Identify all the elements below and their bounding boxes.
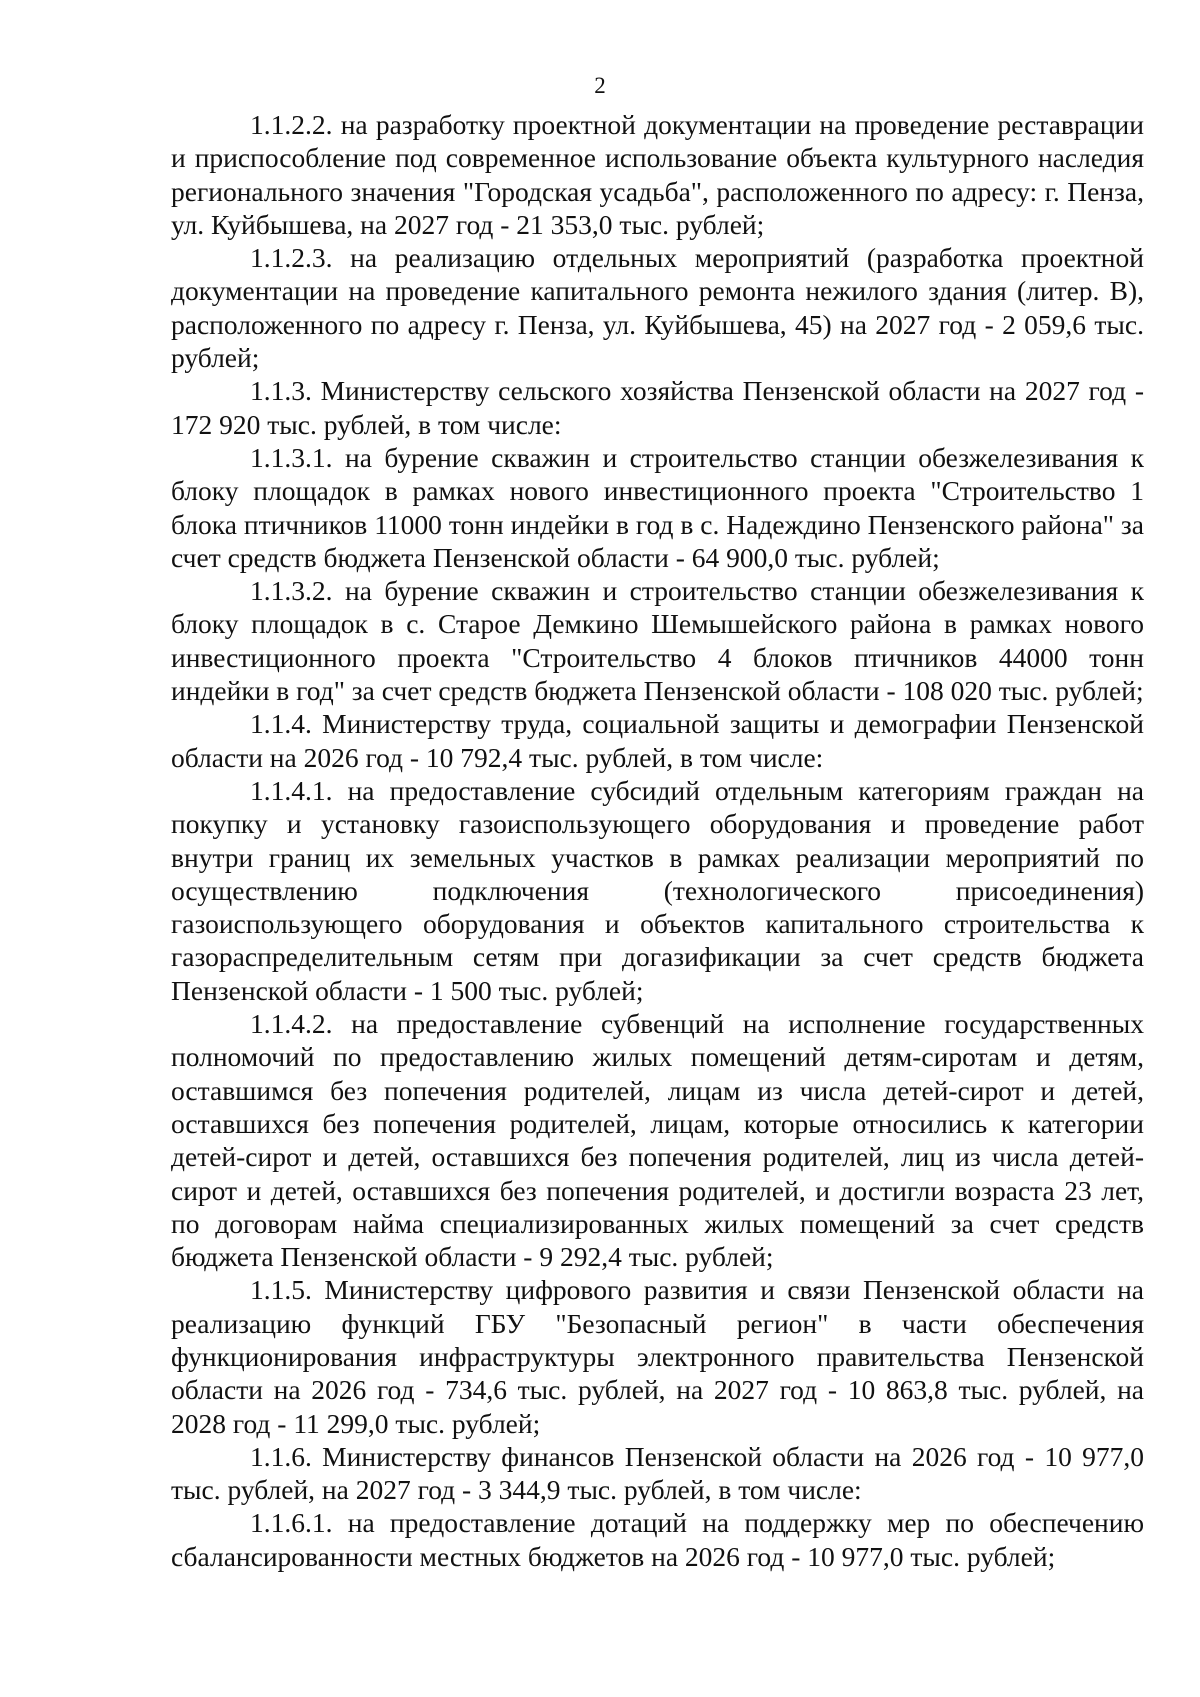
paragraph-1-1-4: 1.1.4. Министерству труда, социальной защиты и демографии Пензенской области на 2026 год - 10 792,4 тыс. рублей, в том числе: (171, 708, 1144, 773)
document-body (171, 108, 1144, 1573)
paragraph-1-1-2-2: 1.1.2.2. на разработку проектной документации на проведение реставрации и приспособление под современное использование объекта культурного наследия регионального значения "Городская усадьба", расположенного по адресу: г. Пенза, ул. Куйбышева, на 2027 год - 21 353,0 тыс. рублей; (171, 109, 1144, 240)
paragraph-1-1-4-1: 1.1.4.1. на предоставление субсидий отдельным категориям граждан на покупку и установку газоиспользующего оборудования и проведение работ внутри границ их земельных участков в рамках реализации мероприятий по осуществлению подключения (технологического присоединения) газоиспользующего оборудования и объектов капитального строительства к газораспределительным сетям при догазификации за счет средств бюджета Пензенской области - 1 500 тыс. рублей; (171, 774, 1144, 1006)
page-number: 2 (594, 73, 606, 98)
paragraph-1-1-3-1: 1.1.3.1. на бурение скважин и строительство станции обезжелезивания к блоку площадок в рамках нового инвестиционного проекта "Строительство 1 блока птичников 11000 тонн индейки в год в с. Надеждино Пензенского района" за счет средств бюджета Пензенской области - 64 900,0 тыс. рублей; (171, 441, 1144, 573)
paragraph-1-1-6: 1.1.6. Министерству финансов Пензенской области на 2026 год - 10 977,0 тыс. рублей, на 2027 год - 3 344,9 тыс. рублей, в том числе: (171, 1440, 1144, 1506)
paragraph-1-1-3: 1.1.3. Министерству сельского хозяйства Пензенской области на 2027 год - 172 920 тыс. рублей, в том числе: (171, 375, 1144, 440)
paragraph-1-1-6-1: 1.1.6.1. на предоставление дотаций на поддержку мер по обеспечению сбалансированности местных бюджетов на 2026 год - 10 977,0 тыс. рублей; (171, 1507, 1144, 1572)
paragraph-1-1-3-2: 1.1.3.2. на бурение скважин и строительство станции обезжелезивания к блоку площадок в с. Старое Демкино Шемышейского района в рамках нового инвестиционного проекта "Строительство 4 блоков птичников 44000 тонн индейки в год" за счет средств бюджета Пензенской области - 108 020 тыс. рублей; (171, 575, 1144, 707)
paragraph-1-1-2-3: 1.1.2.3. на реализацию отдельных мероприятий (разработка проектной документации на проведение капитального ремонта нежилого здания (литер. В), расположенного по адресу г. Пенза, ул. Куйбышева, 45) на 2027 год - 2 059,6 тыс. рублей; (171, 242, 1144, 374)
paragraph-1-1-4-2: 1.1.4.2. на предоставление субвенций на исполнение государственных полномочий по предоставлению жилых помещений детям-сиротам и детям, оставшимся без попечения родителей, лицам из числа детей-сирот и детей, оставшихся без попечения родителей, лицам, которые относились к категории детей-сирот и детей, оставшихся без попечения родителей, лиц из числа детей-сирот и детей, оставшихся без попечения родителей, и достигли возраста 23 лет, по договорам найма специализированных жилых помещений за счет средств бюджета Пензенской области - 9 292,4 тыс. рублей; (171, 1008, 1144, 1273)
paragraph-1-1-5: 1.1.5. Министерству цифрового развития и связи Пензенской области на реализацию функций ГБУ "Безопасный регион" в части обеспечения функционирования инфраструктуры электронного правительства Пензенской области на 2026 год - 734,6 тыс. рублей, на 2027 год - 10 863,8 тыс. рублей, на 2028 год - 11 299,0 тыс. рублей; (171, 1274, 1144, 1439)
